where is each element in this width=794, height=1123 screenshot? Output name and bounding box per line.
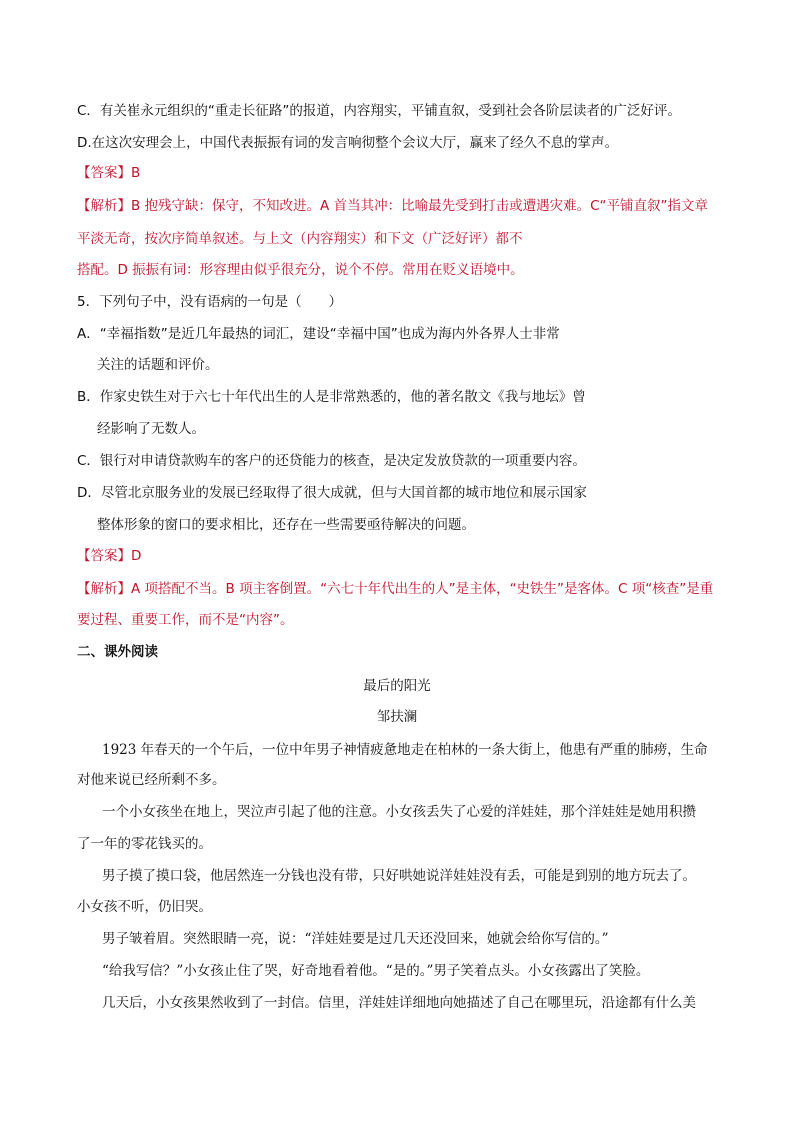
q5-analysis-line-2: 要过程、重要工作，而不是“内容”。 — [77, 612, 294, 628]
q5-option-b-line-2: 经影响了无数人。 — [97, 421, 205, 437]
q4-analysis-line-3: 搭配。D 振振有词：形容理由似乎很充分，说个不停。常用在贬义语境中。 — [77, 262, 524, 278]
article-paragraph-line: 1923 年春天的一个午后，一位中年男子神情疲惫地走在柏林的一条大街上，他患有严重的肺痨，生命 — [102, 742, 708, 758]
q5-option-d-line-2: 整体形象的窗口的要求相比，还存在一些需要亟待解决的问题。 — [97, 517, 475, 533]
q5-analysis-line-1: 【解析】A 项搭配不当。B 项主客倒置。“六七十年代出生的人”是主体，“史铁生”是客体。C 项“核查”是重 — [77, 581, 714, 597]
article-paragraph-line: 几天后，小女孩果然收到了一封信。信里，洋娃娃详细地向她描述了自己在哪里玩，沿途都有什么美 — [102, 995, 696, 1011]
article-paragraph-line: 了一年的零花钱买的。 — [77, 836, 212, 852]
q4-option-d: D.在这次安理会上，中国代表振振有词的发言响彻整个会议大厅，赢来了经久不息的掌声。 — [77, 135, 619, 151]
article-paragraph-line: 男子摸了摸口袋，他居然连一分钱也没有带，只好哄她说洋娃娃没有丢，可能是到别的地方玩去了。 — [102, 868, 696, 884]
article-paragraph-line: 男子皱着眉。突然眼睛一亮，说：“洋娃娃要是过几天还没回来，她就会给你写信的。” — [102, 931, 609, 947]
article-title: 最后的阳光 — [363, 678, 431, 694]
q5-answer: 【答案】D — [77, 548, 142, 564]
article-paragraph-line: “给我写信？”小女孩止住了哭，好奇地看着他。“是的。”男子笑着点头。小女孩露出了笑脸。 — [102, 963, 650, 979]
q5-option-a-line-1: A．“幸福指数”是近几年最热的词汇，建设“幸福中国”也成为海内外各界人士非常 — [77, 326, 560, 342]
q5-option-c: C．银行对申请贷款购车的客户的还贷能力的核查，是决定发放贷款的一项重要内容。 — [77, 453, 586, 469]
q5-stem: 5．下列句子中，没有语病的一句是（ ） — [77, 294, 343, 310]
section-heading: 二、课外阅读 — [77, 644, 158, 660]
article-paragraph-line: 小女孩不听，仍旧哭。 — [77, 899, 212, 915]
article-author: 邹扶澜 — [376, 709, 418, 725]
q4-answer: 【答案】B — [77, 165, 141, 181]
q4-analysis-line-1: 【解析】B 抱残守缺：保守，不知改进。A 首当其冲：比喻最先受到打击或遭遇灾难。C“平铺直叙”指文章 — [77, 198, 708, 214]
article-paragraph-line: 一个小女孩坐在地上，哭泣声引起了他的注意。小女孩丢失了心爱的洋娃娃，那个洋娃娃是她用积攒 — [102, 804, 696, 820]
article-paragraph-line: 对他来说已经所剩不多。 — [77, 772, 226, 788]
q4-analysis-line-2: 平淡无奇，按次序简单叙述。与上文（内容翔实）和下文（广泛好评）都不 — [77, 231, 523, 247]
q4-option-c: C．有关崔永元组织的“重走长征路”的报道，内容翔实，平铺直叙，受到社会各阶层读者的广泛好评。 — [77, 103, 681, 119]
q5-option-a-line-2: 关注的话题和评价。 — [97, 357, 219, 373]
q5-option-b-line-1: B．作家史铁生对于六七十年代出生的人是非常熟悉的，他的著名散文《我与地坛》曾 — [77, 389, 586, 405]
q5-option-d-line-1: D．尽管北京服务业的发展已经取得了很大成就，但与大国首都的城市地位和展示国家 — [77, 485, 587, 501]
